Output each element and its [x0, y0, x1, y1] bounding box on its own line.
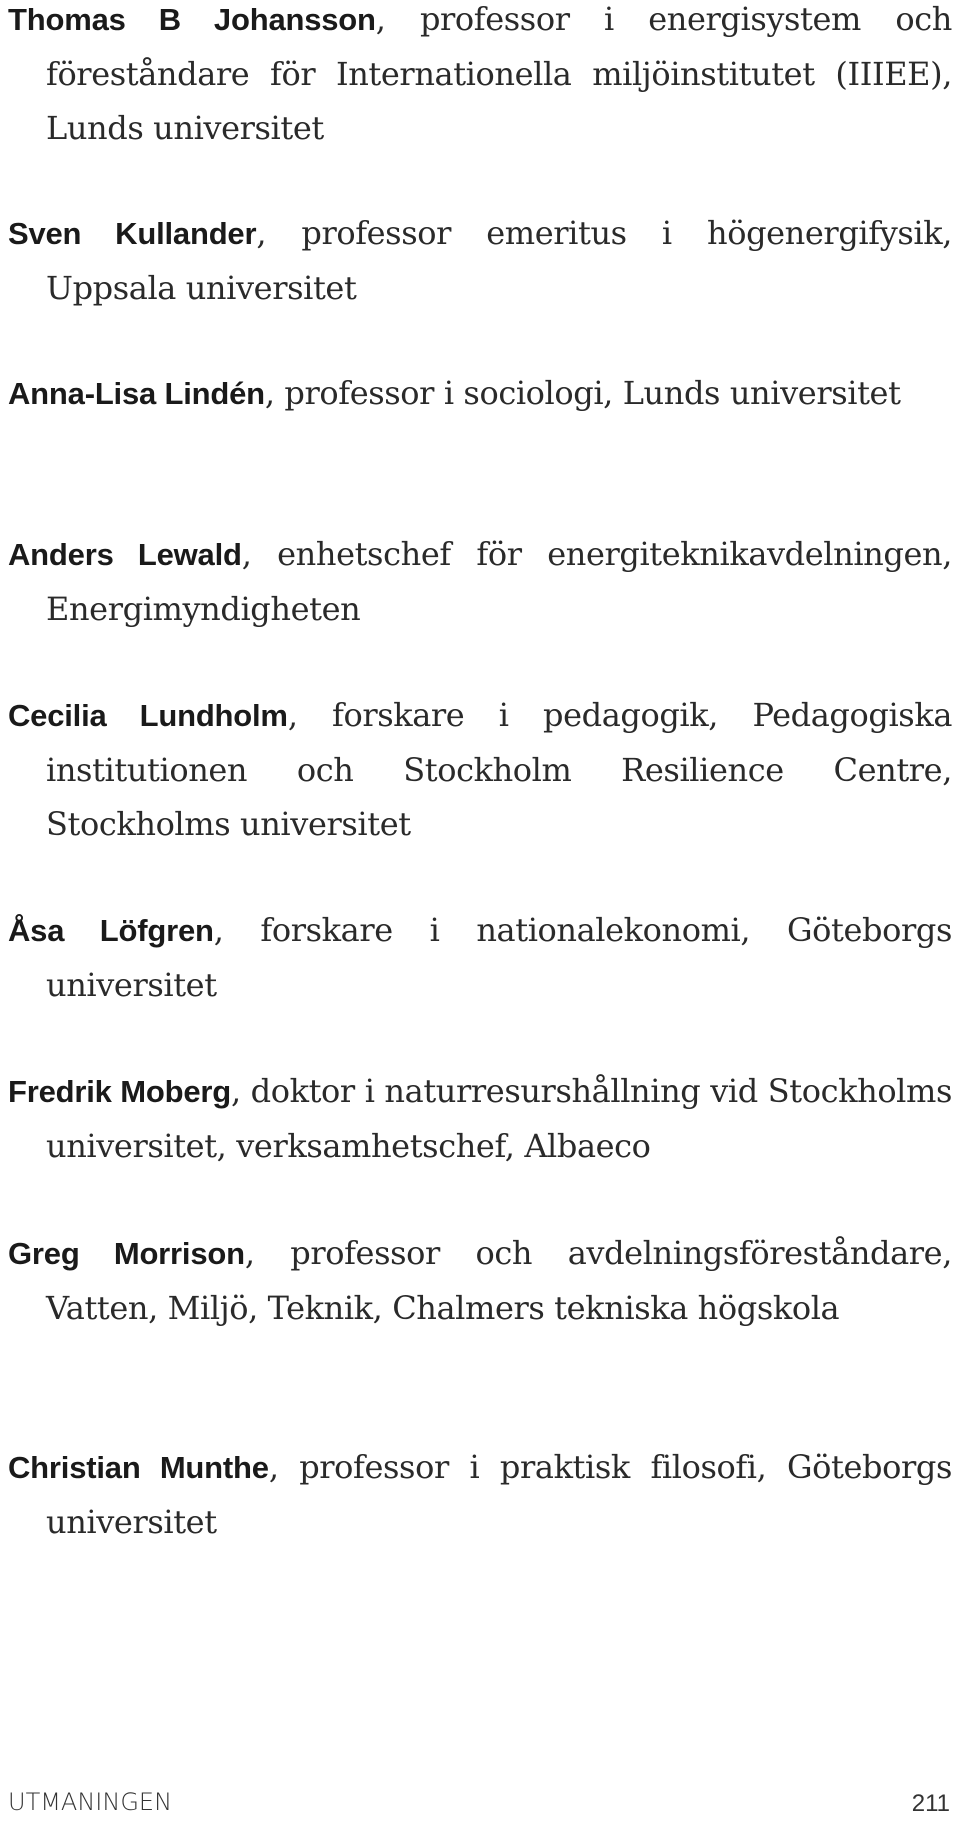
contributor-entry — [8, 903, 952, 1012]
contributor-entry — [8, 688, 952, 851]
contributor-description: , forskare i nationalekonomi, Göteborgs universitet — [46, 911, 952, 1004]
contributor-name: Cecilia Lundholm — [8, 698, 288, 733]
contributor-description: , professor och avdelningsföreståndare, Vatten, Miljö, Teknik, Chalmers tekniska högskola — [46, 1234, 952, 1327]
contributor-description: , enhetschef för energiteknikavdelningen, Energimyndigheten — [46, 535, 952, 628]
contributor-description: , professor emeritus i högenergifysik, Uppsala universitet — [46, 214, 952, 307]
contributor-entry — [8, 206, 952, 315]
contributor-entry — [8, 0, 952, 155]
contributor-entry — [8, 527, 952, 636]
contributor-description: , professor i praktisk filosofi, Göteborgs universitet — [46, 1448, 952, 1541]
contributor-description: , doktor i naturresurshållning vid Stockholms universitet, verksamhetschef, Albaeco — [46, 1072, 952, 1165]
contributor-name: Åsa Löfgren — [8, 913, 214, 948]
contributor-name: Sven Kullander — [8, 216, 257, 251]
contributor-description: , professor i energisystem och föreståndare för Internationella miljöinstitutet (IIIEE), Lunds universitet — [46, 0, 952, 147]
page-footer — [0, 1788, 960, 1828]
contributor-name: Thomas B Johansson — [8, 2, 376, 37]
contributor-name: Greg Morrison — [8, 1236, 245, 1271]
contributor-entry — [8, 366, 952, 421]
running-title: UTMANINGEN — [8, 1788, 173, 1816]
contributor-entry — [8, 1226, 952, 1335]
contributor-name: Christian Munthe — [8, 1450, 269, 1485]
contributor-name: Fredrik Moberg — [8, 1074, 231, 1109]
contributor-description: , professor i sociologi, Lunds universitet — [264, 374, 901, 412]
contributor-name: Anders Lewald — [8, 537, 242, 572]
contributor-name: Anna-Lisa Lindén — [8, 376, 265, 411]
contributor-entry — [8, 1440, 952, 1549]
contributor-description: , forskare i pedagogik, Pedagogiska institutionen och Stockholm Resilience Centre, Stockholms universitet — [46, 696, 952, 843]
page-number: 211 — [911, 1790, 950, 1817]
contributor-entry — [8, 1064, 952, 1173]
